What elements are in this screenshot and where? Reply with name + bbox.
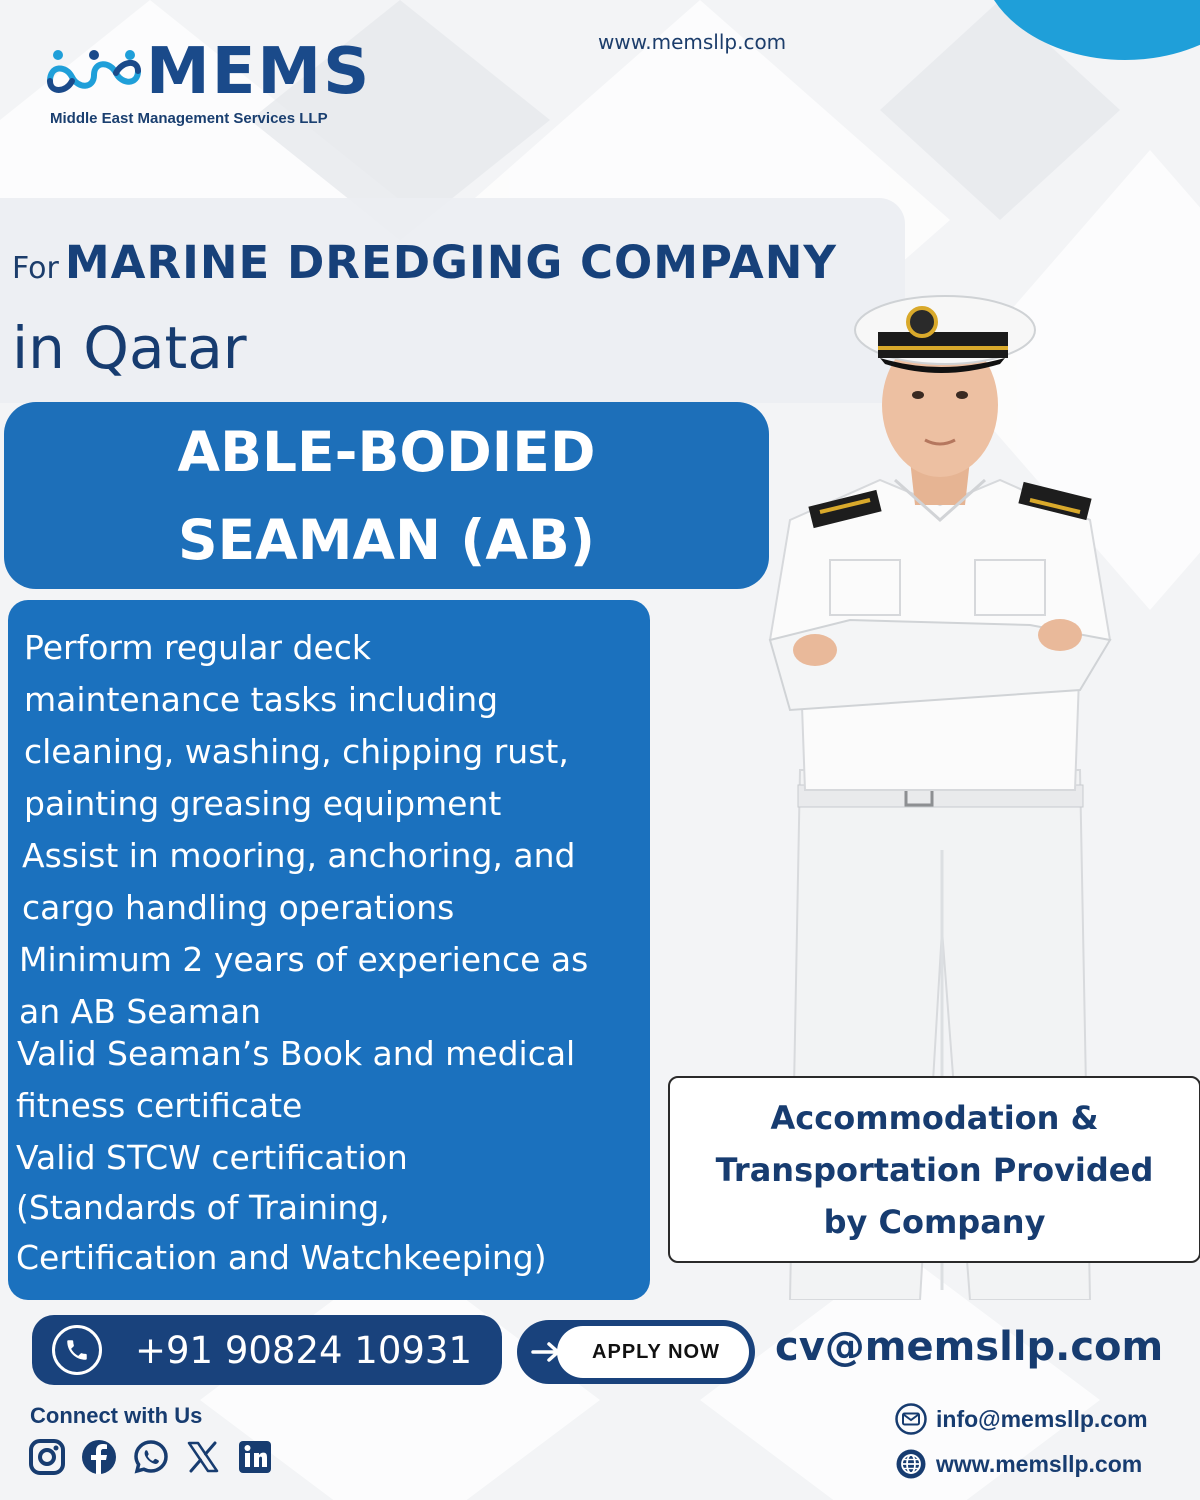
connect-label: Connect with Us <box>30 1403 203 1428</box>
duty-line: Valid Seaman’s Book and medical <box>17 1034 576 1073</box>
duty-line: cargo handling operations <box>22 888 455 927</box>
headline-company: MARINE DREDGING COMPANY <box>64 236 837 289</box>
duty-line: (Standards of Training, <box>16 1188 390 1227</box>
duty-line: Perform regular deck <box>24 628 371 667</box>
cv-email-link[interactable]: cv@memsllp.com <box>775 1324 1164 1370</box>
phone-number: +91 90824 10931 <box>135 1328 473 1372</box>
apply-now-inner <box>557 1326 749 1378</box>
logo-mark-icon <box>44 47 144 97</box>
linkedin-icon[interactable] <box>236 1438 274 1476</box>
phone-button[interactable] <box>32 1315 502 1385</box>
whatsapp-icon[interactable] <box>132 1438 170 1476</box>
website-link-top[interactable]: www.memsllp.com <box>598 30 787 54</box>
duty-line: Assist in mooring, anchoring, and <box>22 836 576 875</box>
duty-line: Minimum 2 years of experience as <box>19 940 589 979</box>
facebook-icon[interactable] <box>80 1438 118 1476</box>
headline <box>12 236 837 289</box>
job-title-line2: SEAMAN (AB) <box>178 507 595 572</box>
benefit-line3: by Company <box>823 1202 1046 1241</box>
apply-now-button[interactable] <box>517 1320 755 1384</box>
duties-box <box>8 600 650 1300</box>
instagram-icon[interactable] <box>28 1438 66 1476</box>
duty-line: maintenance tasks including <box>24 680 499 719</box>
headline-location: in Qatar <box>12 314 247 382</box>
mail-icon <box>895 1403 927 1435</box>
duty-line: painting greasing equipment <box>24 784 502 823</box>
benefit-line2: Transportation Provided <box>715 1150 1154 1189</box>
social-links <box>28 1438 274 1476</box>
x-icon[interactable] <box>184 1438 222 1476</box>
info-email: info@memsllp.com <box>936 1405 1148 1432</box>
website-bottom: www.memsllp.com <box>936 1450 1143 1477</box>
duty-line: Certification and Watchkeeping) <box>16 1238 547 1277</box>
info-email-row[interactable] <box>895 1403 1148 1435</box>
duty-line: cleaning, washing, chipping rust, <box>24 732 569 771</box>
benefit-box <box>668 1076 1200 1263</box>
website-row[interactable] <box>895 1448 1142 1480</box>
job-title-line1: ABLE-BODIED <box>177 419 596 484</box>
headline-prefix: For <box>12 251 59 286</box>
company-logo <box>44 35 372 127</box>
duty-line: fitness certificate <box>16 1086 303 1125</box>
benefit-line1: Accommodation & <box>770 1098 1099 1137</box>
duty-line: an AB Seaman <box>19 992 262 1031</box>
logo-text: MEMS <box>146 35 372 109</box>
apply-now-label: APPLY NOW <box>592 1340 720 1363</box>
company-name: Middle East Management Services LLP <box>50 110 328 127</box>
job-title-box <box>4 402 769 589</box>
globe-icon <box>895 1448 927 1480</box>
duty-line: Valid STCW certification <box>16 1138 408 1177</box>
phone-icon <box>52 1325 102 1375</box>
